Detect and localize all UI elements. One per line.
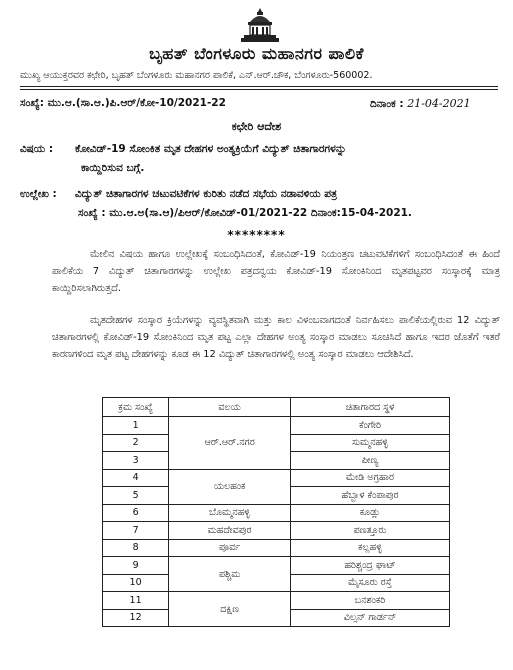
header-zone: ವಲಯ <box>169 398 291 417</box>
cell-zone: ಆರ್.ಆರ್.ನಗರ <box>169 417 291 470</box>
org-title: ಬೃಹತ್ ಬೆಂಗಳೂರು ಮಹಾನಗರ ಪಾಲಿಕೆ <box>149 44 364 63</box>
subject-line-2: ಕಾಯ್ದಿರಿಸುವ ಬಗ್ಗೆ. <box>81 162 145 174</box>
cell-place: ಹೆಬ್ಬಾಳ ಕೆಂಪಾಪುರ <box>291 487 450 505</box>
cell-serial: 4 <box>103 469 169 487</box>
cell-place: ಬನಶಂಕರಿ <box>291 592 450 610</box>
date-label: ದಿನಾಂಕ : <box>370 98 404 110</box>
cell-serial: 6 <box>103 504 169 522</box>
cell-place: ಕೆಂಗೇರಿ <box>291 417 450 435</box>
cell-serial: 1 <box>103 417 169 435</box>
header-place: ಚಿತಾಗಾರದ ಸ್ಥಳ <box>291 398 450 417</box>
cell-serial: 11 <box>103 592 169 610</box>
cell-serial: 8 <box>103 539 169 557</box>
header-divider-thin <box>20 89 498 90</box>
subject-label: ವಿಷಯ : <box>20 143 54 155</box>
reference-block <box>20 185 505 223</box>
cell-serial: 7 <box>103 522 169 540</box>
cell-place: ಪೀಣ್ಯ <box>291 452 450 470</box>
reference-line-1: ವಿದ್ಯುತ್ ಚಿತಾಗಾರಗಳ ಚಟುವಟಿಕೆಗಳ ಕುರಿತು ನಡೆದ ಸಭೆಯ ನಡಾವಳಿಯ ಪತ್ರ <box>75 188 338 200</box>
cell-place: ಕಲ್ಲಹಳ್ಳಿ <box>291 539 450 557</box>
date-field <box>370 97 471 111</box>
cell-zone: ಬೊಮ್ಮನಹಳ್ಳಿ <box>169 504 291 522</box>
table-row <box>103 557 450 575</box>
office-order-title: ಕಛೇರಿ ಆದೇಶ <box>231 120 282 133</box>
separator-stars: ******** <box>227 228 286 242</box>
table-row <box>103 522 450 540</box>
cell-serial: 10 <box>103 574 169 592</box>
cell-place: ಕೂಡ್ಲು <box>291 504 450 522</box>
subject-line-1: ಕೋವಿಡ್-19 ಸೋಂಕಿತ ಮೃತ ದೇಹಗಳ ಅಂತ್ಯಕ್ರಿಯೆಗೆ ವಿದ್ಯುತ್ ಚಿತಾಗಾರಗಳನ್ನು <box>75 143 347 155</box>
cell-serial: 12 <box>103 609 169 627</box>
date-value: 21-04-2021 <box>407 97 471 110</box>
cell-zone: ಮಹದೇವಪುರ <box>169 522 291 540</box>
table-row <box>103 539 450 557</box>
subject-block <box>20 140 500 178</box>
reference-line-2: ಸಂಖ್ಯೆ : ಮು.ಆ.ಅ(ಸಾ.ಆ)/ಪಿಆರ್/ಕೋವಿಡ್-01/2021-22 ದಿನಾಂಕ:15-04-2021. <box>78 207 412 219</box>
cell-place: ಪಣತ್ತೂರು <box>291 522 450 540</box>
table-row <box>103 592 450 610</box>
body-paragraph-1: ಮೇಲಿನ ವಿಷಯ ಹಾಗೂ ಉಲ್ಲೇಖಕ್ಕೆ ಸಂಬಂಧಿಸಿದಂತೆ, ಕೋವಿಡ್-19 ನಿಯಂತ್ರಣ ಚಟುವಟಿಕೆಗಳಿಗೆ ಸಂಬಂಧಿಸಿದಂತೆ ಈ ಹಿಂದೆ ಪಾಲಿಕೆಯ 7 ವಿದ್ಯುತ್ ಚಿತಾಗಾರಗಳನ್ನು ಉಲ್ಲೇಖ ಪತ್ರದನ್ವಯ ಕೋವಿಡ್-19 ಸೋಂಕಿನಿಂದ ಮೃತಪಟ್ಟವರ ಸಂಸ್ಕಾರಕ್ಕೆ ಮಾತ್ರ ಕಾಯ್ದಿರಿಸಲಾಗಿರುತ್ತದೆ. <box>52 249 500 294</box>
table-body <box>103 417 450 627</box>
cell-serial: 2 <box>103 434 169 452</box>
org-address: ಮುಖ್ಯ ಆಯುಕ್ತರವರ ಕಛೇರಿ, ಬೃಹತ್ ಬೆಂಗಳೂರು ಮಹಾನಗರ ಪಾಲಿಕೆ, ಎನ್.ಆರ್.ಚೌಕ, ಬೆಂಗಳೂರು-560002. <box>20 70 373 81</box>
temple-emblem-logo <box>238 6 282 46</box>
cell-place: ಹರಿಶ್ಚಂದ್ರ ಘಾಟ್ <box>291 557 450 575</box>
table-header-row <box>103 398 450 417</box>
header-divider <box>20 86 498 87</box>
cell-serial: 9 <box>103 557 169 575</box>
cell-serial: 5 <box>103 487 169 505</box>
crematorium-table <box>102 397 450 627</box>
header-serial: ಕ್ರಮ ಸಂಖ್ಯೆ <box>103 398 169 417</box>
table-row <box>103 417 450 435</box>
cell-place: ಮೈಸೂರು ರಸ್ತೆ <box>291 574 450 592</box>
cell-place: ಸುಮ್ಮನಹಳ್ಳಿ <box>291 434 450 452</box>
cell-place: ಮೇಡಿ ಅಗ್ರಹಾರ <box>291 469 450 487</box>
cell-zone: ಪಶ್ಚಿಮ <box>169 557 291 592</box>
reference-label: ಉಲ್ಲೇಖ : <box>20 188 57 200</box>
cell-zone: ಪೂರ್ವ <box>169 539 291 557</box>
cell-zone: ದಕ್ಷಿಣ <box>169 592 291 627</box>
cell-serial: 3 <box>103 452 169 470</box>
body-paragraph-2: ಮೃತದೇಹಗಳ ಸಂಸ್ಕಾರ ಕ್ರಿಯೆಗಳನ್ನು ವ್ಯವಸ್ಥಿತವಾಗಿ ಮತ್ತು ಕಾಲ ವಿಳಂಬವಾಗದಂತೆ ನಿರ್ವಹಿಸಲು ಪಾಲಿಕೆಯಲ್ಲಿರುವ 12 ವಿದ್ಯುತ್ ಚಿತಾಗಾರಗಳಲ್ಲಿ ಕೋವಿಡ್-19 ಸೋಂಕಿನಿಂದ ಮೃತ ಪಟ್ಟ ಎಲ್ಲಾ ದೇಹಗಳ ಅಂತ್ಯ ಸಂಸ್ಕಾರ ಮಾಡಲು ಸೂಚಿಸಿದೆ ಹಾಗೂ ಇದರ ಜೊತೆಗೆ ಇತರೆ ಕಾರಣಗಳಿಂದ ಮೃತ ಪಟ್ಟ ದೇಹಗಳನ್ನು ಕೂಡ ಈ 12 ವಿದ್ಯುತ್ ಚಿತಾಗಾರಗಳಲ್ಲಿ ಅಂತ್ಯ ಸಂಸ್ಕಾರ ಮಾಡಲು ಆದೇಶಿಸಿದೆ. <box>52 315 500 360</box>
table-row <box>103 469 450 487</box>
table-row <box>103 504 450 522</box>
reference-number: ಸಂಖ್ಯೆ: ಮು.ಆ.(ಸಾ.ಆ.)ಪಿ.ಆರ್/ಕೋ-10/2021-22 <box>20 97 226 109</box>
cell-zone: ಯಲಹಂಕ <box>169 469 291 504</box>
cell-place: ವಿಲ್ಸನ್ ಗಾರ್ಡನ್ <box>291 609 450 627</box>
